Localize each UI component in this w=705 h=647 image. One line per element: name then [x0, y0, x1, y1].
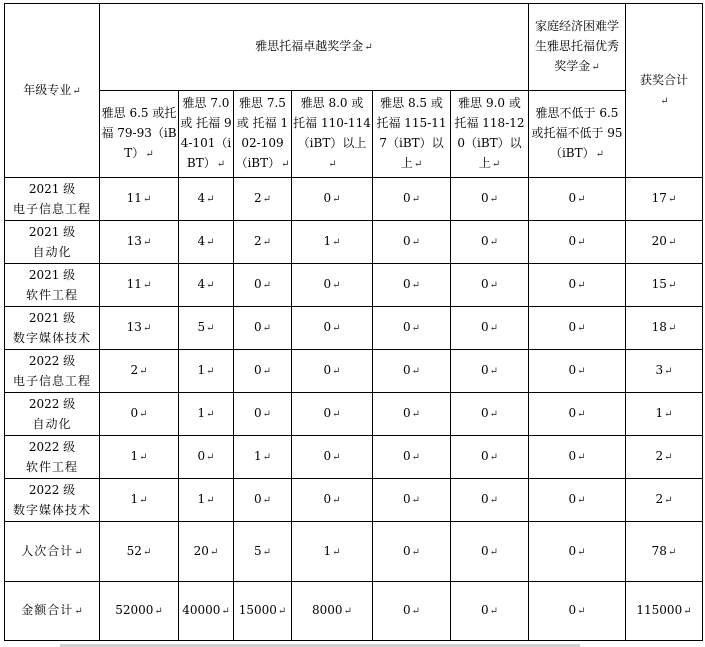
total-value-cell: 40000↵ [179, 582, 234, 641]
person-total-row [5, 522, 703, 582]
total-value-cell: 20↵ [179, 522, 234, 582]
cut-off-text-line [60, 641, 580, 647]
sub-header-3: 雅思 7.5 或 托福 102-109（iBT）↵ [234, 91, 292, 178]
value-cell: 1↵ [179, 393, 234, 436]
table-row [5, 221, 703, 264]
total-value-cell: 8000↵ [292, 582, 373, 641]
value-cell: 5↵ [179, 307, 234, 350]
value-cell: 0↵ [451, 479, 529, 522]
value-cell: 13↵ [100, 307, 179, 350]
value-cell: 0↵ [529, 393, 626, 436]
value-cell: 1↵ [292, 221, 373, 264]
value-cell: 13↵ [100, 221, 179, 264]
value-cell: 0↵ [373, 479, 451, 522]
value-cell: 0↵ [529, 436, 626, 479]
table-row [5, 307, 703, 350]
sub-header-2: 雅思 7.0 或 托福 94-101（iBT）↵ [179, 91, 234, 178]
value-cell: 0↵ [451, 436, 529, 479]
value-cell: 0↵ [451, 393, 529, 436]
value-cell: 0↵ [373, 221, 451, 264]
value-cell: 0↵ [292, 307, 373, 350]
sub-header-6: 雅思 9.0 或 托福 118-120（iBT）以上↵ [451, 91, 529, 178]
value-cell: 0↵ [373, 350, 451, 393]
value-cell: 0↵ [292, 264, 373, 307]
value-cell: 0↵ [234, 350, 292, 393]
header-family-award: 家庭经济困难学生雅思托福优秀奖学金↵ [529, 4, 626, 91]
value-cell: 0↵ [179, 436, 234, 479]
row-total-cell: 18↵ [626, 307, 703, 350]
table-row [5, 264, 703, 307]
value-cell: 0↵ [529, 178, 626, 221]
row-total-cell: 15↵ [626, 264, 703, 307]
sub-header-1: 雅思 6.5 或托福 79-93（iBT）↵ [100, 91, 179, 178]
total-value-cell: 0↵ [529, 522, 626, 582]
amount-total-row [5, 582, 703, 641]
value-cell: 0↵ [451, 307, 529, 350]
value-cell: 1↵ [179, 350, 234, 393]
total-value-cell: 52000↵ [100, 582, 179, 641]
value-cell: 4↵ [179, 178, 234, 221]
value-cell: 0↵ [373, 393, 451, 436]
value-cell: 1↵ [234, 436, 292, 479]
value-cell: 0↵ [234, 264, 292, 307]
row-total-cell: 17↵ [626, 178, 703, 221]
table-row [5, 350, 703, 393]
header-grade-major: 年级专业↵ [5, 4, 100, 178]
grade-major-cell: 2022 级 数字媒体技术 [5, 479, 100, 522]
value-cell: 11↵ [100, 178, 179, 221]
value-cell: 0↵ [292, 436, 373, 479]
grade-major-cell: 2021 级 自动化 [5, 221, 100, 264]
value-cell: 0↵ [529, 264, 626, 307]
value-cell: 1↵ [179, 479, 234, 522]
sub-header-4: 雅思 8.0 或 托福 110-114（iBT）以上↵ [292, 91, 373, 178]
total-value-cell: 0↵ [373, 522, 451, 582]
grade-major-cell: 2021 级 电子信息工程 [5, 178, 100, 221]
value-cell: 0↵ [234, 307, 292, 350]
value-cell: 2↵ [234, 178, 292, 221]
table-row [5, 436, 703, 479]
value-cell: 0↵ [451, 221, 529, 264]
row-total-cell: 2↵ [626, 479, 703, 522]
value-cell: 0↵ [100, 393, 179, 436]
value-cell: 0↵ [292, 479, 373, 522]
total-value-cell: 0↵ [373, 582, 451, 641]
grand-total-cell: 115000↵ [626, 582, 703, 641]
table-row [5, 479, 703, 522]
value-cell: 2↵ [100, 350, 179, 393]
total-value-cell: 0↵ [451, 522, 529, 582]
value-cell: 4↵ [179, 264, 234, 307]
grade-major-cell: 2021 级 软件工程 [5, 264, 100, 307]
value-cell: 2↵ [234, 221, 292, 264]
header-total-count: 获奖合计↵ [626, 4, 703, 178]
amount-total-label: 金额合计↵ [5, 582, 100, 641]
value-cell: 0↵ [373, 436, 451, 479]
value-cell: 0↵ [234, 479, 292, 522]
grade-major-cell: 2021 级 数字媒体技术 [5, 307, 100, 350]
sub-header-7: 雅思不低于 6.5 或托福不低于 95（iBT）↵ [529, 91, 626, 178]
grand-total-cell: 78↵ [626, 522, 703, 582]
value-cell: 0↵ [451, 264, 529, 307]
value-cell: 1↵ [100, 479, 179, 522]
grade-major-cell: 2022 级 软件工程 [5, 436, 100, 479]
value-cell: 0↵ [451, 350, 529, 393]
grade-major-cell: 2022 级 自动化 [5, 393, 100, 436]
value-cell: 0↵ [529, 307, 626, 350]
row-total-cell: 2↵ [626, 436, 703, 479]
value-cell: 0↵ [234, 393, 292, 436]
value-cell: 0↵ [373, 178, 451, 221]
value-cell: 0↵ [292, 350, 373, 393]
table-row [5, 393, 703, 436]
total-value-cell: 1↵ [292, 522, 373, 582]
total-value-cell: 15000↵ [234, 582, 292, 641]
row-total-cell: 3↵ [626, 350, 703, 393]
value-cell: 0↵ [529, 221, 626, 264]
value-cell: 0↵ [529, 479, 626, 522]
value-cell: 1↵ [100, 436, 179, 479]
header-ielts-toefl-award: 雅思托福卓越奖学金↵ [100, 4, 529, 91]
sub-header-5: 雅思 8.5 或 托福 115-117（iBT）以上↵ [373, 91, 451, 178]
value-cell: 0↵ [373, 264, 451, 307]
grade-major-cell: 2022 级 电子信息工程 [5, 350, 100, 393]
scholarship-table [4, 3, 703, 641]
value-cell: 0↵ [292, 178, 373, 221]
value-cell: 0↵ [529, 350, 626, 393]
total-value-cell: 0↵ [529, 582, 626, 641]
value-cell: 0↵ [292, 393, 373, 436]
value-cell: 0↵ [451, 178, 529, 221]
row-total-cell: 20↵ [626, 221, 703, 264]
total-value-cell: 0↵ [451, 582, 529, 641]
total-value-cell: 52↵ [100, 522, 179, 582]
value-cell: 0↵ [373, 307, 451, 350]
table-row [5, 178, 703, 221]
person-total-label: 人次合计↵ [5, 522, 100, 582]
total-value-cell: 5↵ [234, 522, 292, 582]
value-cell: 11↵ [100, 264, 179, 307]
row-total-cell: 1↵ [626, 393, 703, 436]
value-cell: 4↵ [179, 221, 234, 264]
